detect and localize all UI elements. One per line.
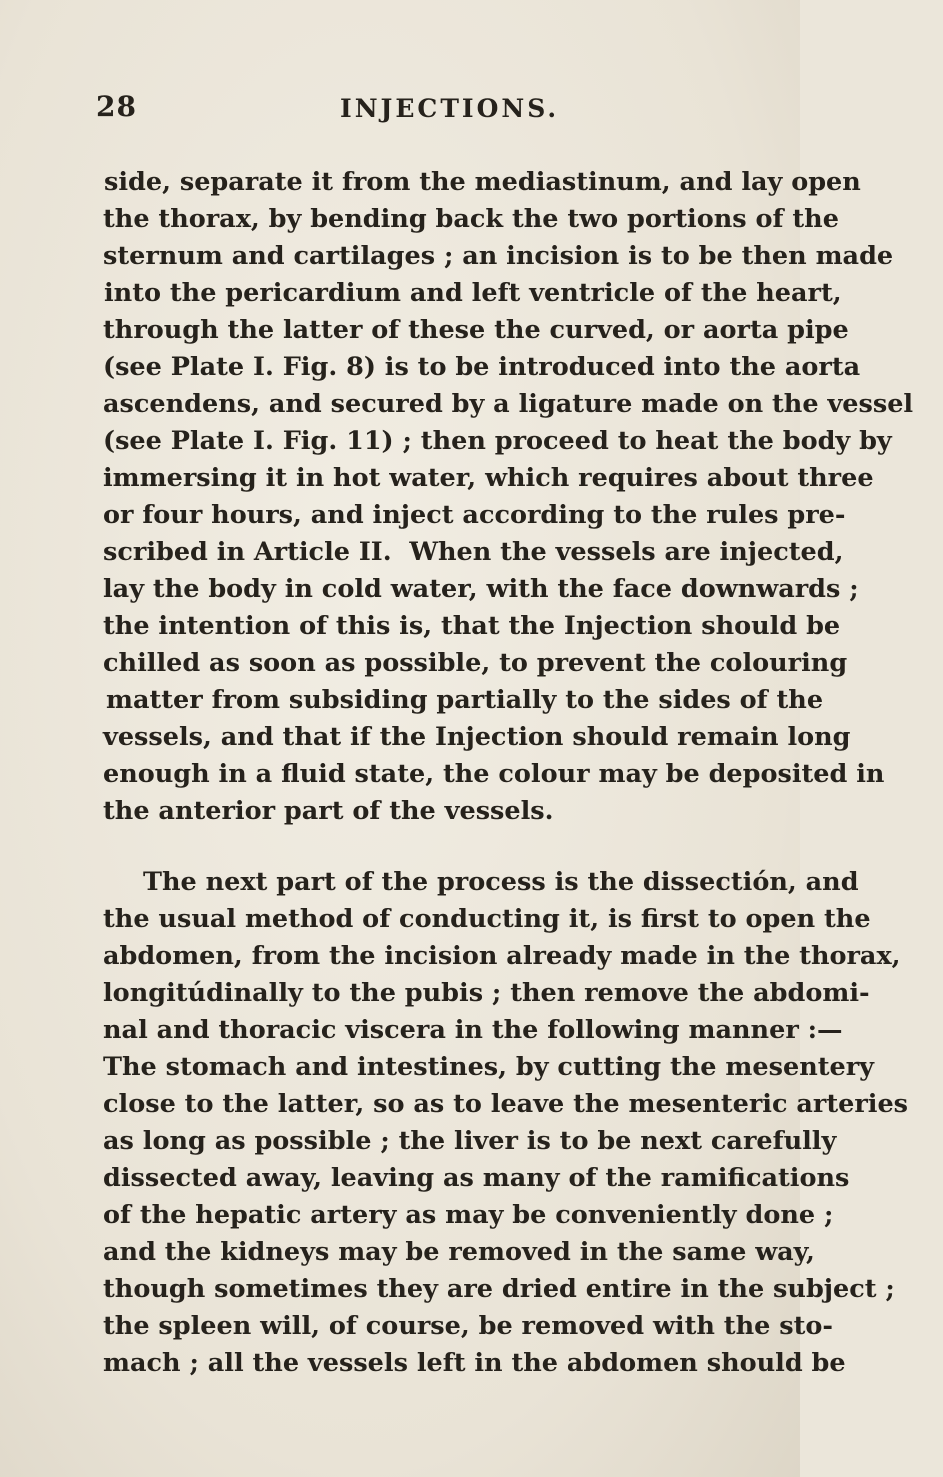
text-line: longitúdinally to the pubis ; then remove the abdomi- [103, 978, 870, 1008]
text-line: close to the latter, so as to leave the mesenteric arteries [103, 1089, 909, 1119]
text-line: The stomach and intestines, by cutting the mesentery [103, 1052, 874, 1082]
text-line: through the latter of these the curved, or aorta pipe [103, 315, 849, 345]
text-line: as long as possible ; the liver is to be next carefully [103, 1126, 837, 1156]
text-line: matter from subsiding partially to the sides of the [106, 685, 824, 715]
text-line: vessels, and that if the Injection should remain long [103, 722, 851, 752]
text-line: sternum and cartilages ; an incision is to be then made [103, 241, 894, 271]
text-line: ascendens, and secured by a ligature made on the vessel [103, 389, 914, 419]
text-line: mach ; all the vessels left in the abdomen should be [103, 1348, 846, 1378]
text-line: the spleen will, of course, be removed with the sto- [103, 1311, 833, 1341]
text-line: lay the body in cold water, with the face downwards ; [103, 574, 859, 604]
text-line: scribed in Article II. When the vessels are injected, [103, 537, 844, 567]
text-line: immersing it in hot water, which requires about three [103, 463, 874, 493]
text-line: the intention of this is, that the Injection should be [103, 611, 841, 641]
text-line: of the hepatic artery as may be conveniently done ; [103, 1200, 834, 1230]
text-line: (see Plate I. Fig. 11) ; then proceed to heat the body by [103, 426, 892, 456]
text-line: and the kidneys may be removed in the same way, [103, 1237, 815, 1267]
text-line: the usual method of conducting it, is first to open the [103, 904, 871, 934]
text-line: dissected away, leaving as many of the ramifications [103, 1163, 850, 1193]
text-line: the thorax, by bending back the two portions of the [103, 204, 839, 234]
page-number: 28 [96, 90, 137, 123]
text-line: nal and thoracic viscera in the following manner :— [103, 1015, 843, 1045]
running-head: INJECTIONS. [340, 94, 560, 123]
text-line: the anterior part of the vessels. [103, 796, 554, 826]
text-line: though sometimes they are dried entire in the subject ; [103, 1274, 895, 1304]
text-line: abdomen, from the incision already made in the thorax, [103, 941, 901, 971]
text-line: or four hours, and inject according to the rules pre- [103, 500, 846, 530]
text-line: enough in a fluid state, the colour may be deposited in [103, 759, 885, 789]
text-line: The next part of the process is the dissectión, and [143, 867, 859, 897]
text-line: chilled as soon as possible, to prevent the colouring [103, 648, 848, 678]
text-line: side, separate it from the mediastinum, and lay open [104, 167, 861, 197]
text-line: (see Plate I. Fig. 8) is to be introduced into the aorta [103, 352, 861, 382]
text-line: into the pericardium and left ventricle of the heart, [104, 278, 842, 308]
